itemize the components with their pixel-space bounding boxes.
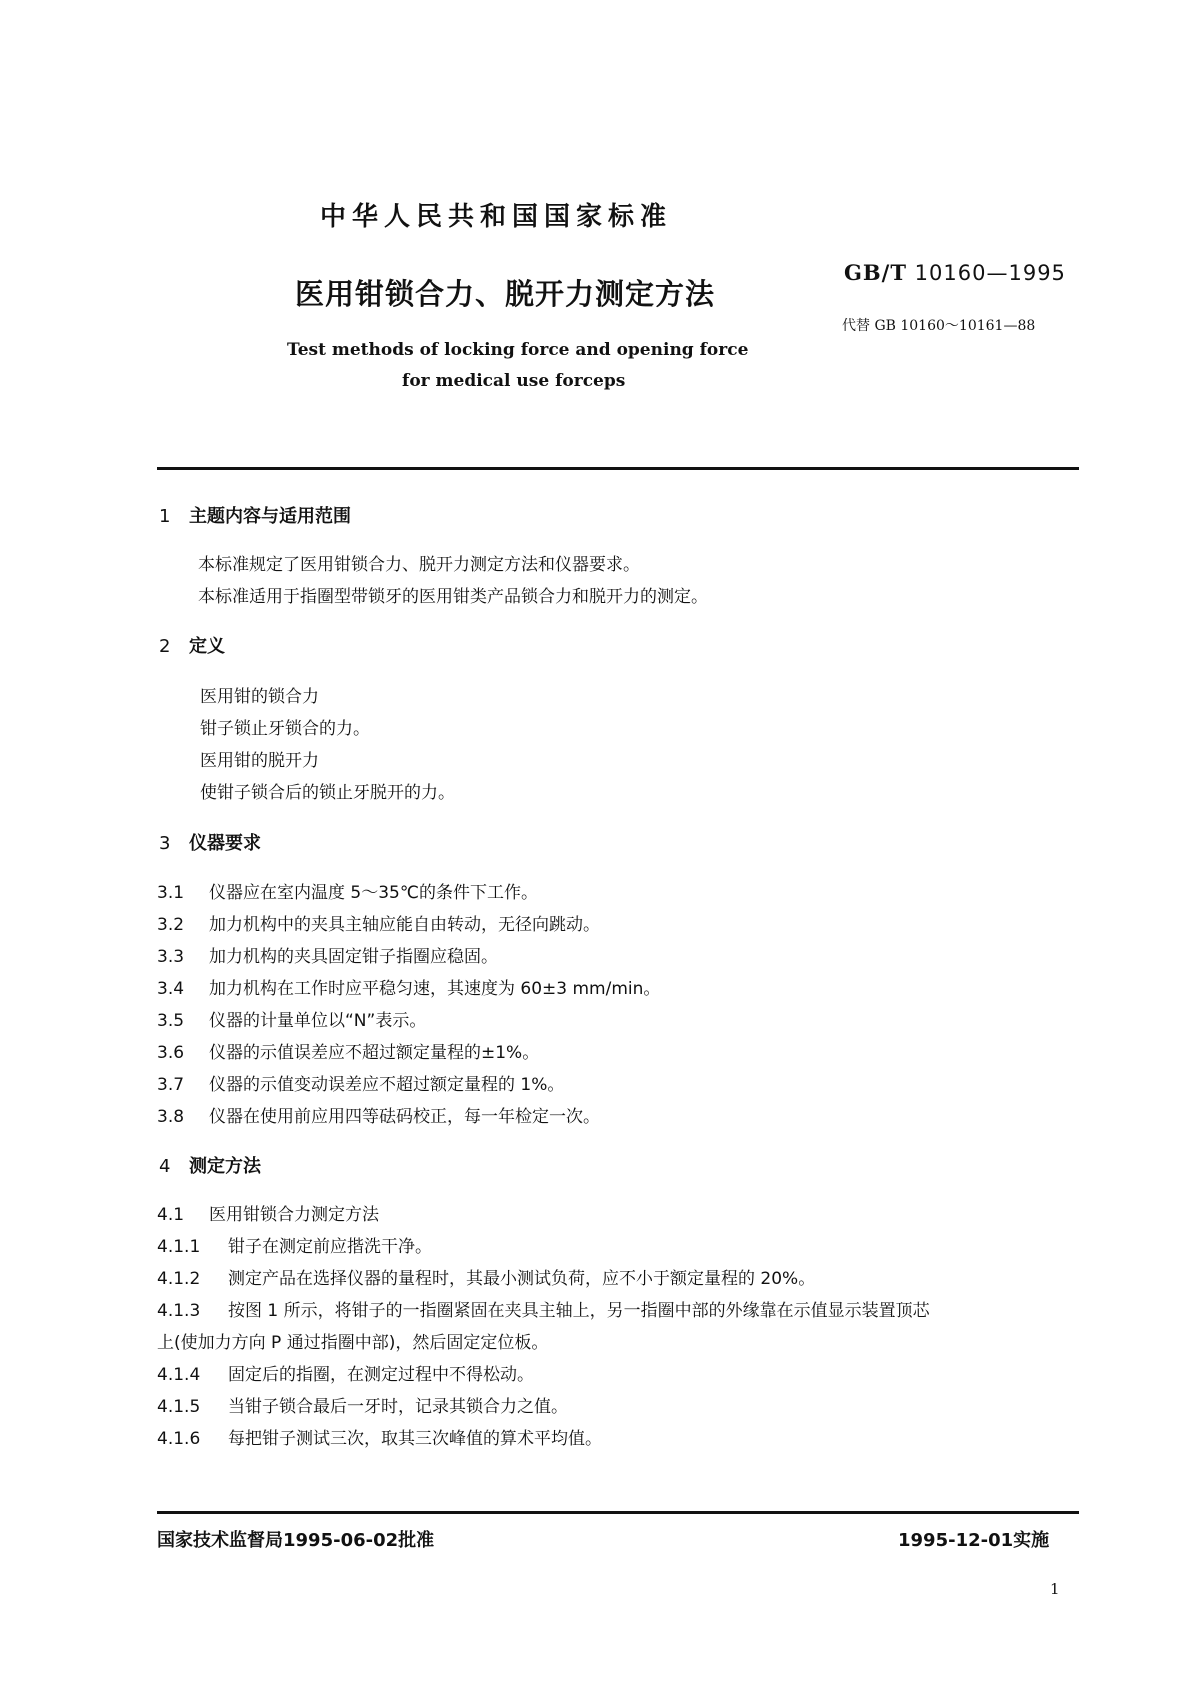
item-number: 3.2 bbox=[157, 915, 185, 935]
list-item bbox=[157, 1038, 539, 1063]
list-item bbox=[157, 974, 660, 999]
item-number: 3.7 bbox=[157, 1075, 185, 1095]
replaces-note: 代替 GB 10160～10161—88 bbox=[842, 318, 1036, 334]
item-number: 3.8 bbox=[157, 1107, 185, 1127]
standard-number-value: 10160—1995 bbox=[914, 261, 1066, 285]
item-text: 按图 1 所示，将钳子的一指圈紧固在夹具主轴上，另一指圈中部的外缘靠在示值显示装置顶芯 bbox=[228, 1301, 930, 1321]
item-continuation: 上(使加力方向 P 通过指圈中部)，然后固定定位板。 bbox=[157, 1333, 549, 1353]
list-item bbox=[157, 1070, 564, 1095]
definition-term: 医用钳的锁合力 bbox=[200, 687, 319, 707]
item-number: 4.1.5 bbox=[157, 1397, 201, 1417]
document-title-en-line1: Test methods of locking force and opening force bbox=[287, 340, 749, 360]
list-item bbox=[157, 1264, 815, 1289]
paragraph: 本标准适用于指圈型带锁牙的医用钳类产品锁合力和脱开力的测定。 bbox=[198, 587, 708, 607]
list-item bbox=[157, 1296, 930, 1321]
item-text: 测定产品在选择仪器的量程时，其最小测试负荷，应不小于额定量程的 20%。 bbox=[228, 1269, 816, 1289]
item-text: 每把钳子测试三次，取其三次峰值的算术平均值。 bbox=[228, 1429, 602, 1449]
item-number: 3.1 bbox=[157, 883, 185, 903]
item-text: 医用钳锁合力测定方法 bbox=[209, 1205, 379, 1225]
list-item bbox=[157, 1232, 432, 1257]
item-number: 4.1.2 bbox=[157, 1269, 201, 1289]
item-text: 仪器的示值误差应不超过额定量程的±1%。 bbox=[209, 1043, 540, 1063]
list-item bbox=[157, 1360, 534, 1385]
definition-text: 使钳子锁合后的锁止牙脱开的力。 bbox=[200, 783, 455, 803]
item-text: 加力机构中的夹具主轴应能自由转动，无径向跳动。 bbox=[209, 915, 600, 935]
section-number: 1 bbox=[159, 506, 171, 527]
section-title: 定义 bbox=[189, 636, 225, 657]
standard-number bbox=[844, 260, 1066, 285]
item-number: 3.4 bbox=[157, 979, 185, 999]
implementation-date: 1995-12-01实施 bbox=[898, 1530, 1050, 1551]
item-text: 钳子在测定前应揩洗干净。 bbox=[228, 1237, 432, 1257]
section-title: 主题内容与适用范围 bbox=[189, 506, 351, 527]
section-2-heading bbox=[159, 632, 225, 658]
item-number: 4.1.3 bbox=[157, 1301, 201, 1321]
item-number: 4.1.4 bbox=[157, 1365, 201, 1385]
page-number: 1 bbox=[1050, 1580, 1060, 1598]
item-text: 仪器应在室内温度 5～35℃的条件下工作。 bbox=[209, 883, 538, 903]
list-item bbox=[157, 878, 538, 903]
item-text: 加力机构在工作时应平稳匀速，其速度为 60±3 mm/min。 bbox=[209, 979, 661, 999]
approval-line: 国家技术监督局1995-06-02批准 bbox=[157, 1530, 435, 1551]
list-item bbox=[157, 1392, 568, 1417]
section-number: 4 bbox=[159, 1156, 171, 1177]
section-3-heading bbox=[159, 829, 261, 855]
section-4-heading bbox=[159, 1152, 261, 1178]
standard-number-prefix: GB/T bbox=[844, 260, 907, 285]
document-title-cn: 医用钳锁合力、脱开力测定方法 bbox=[295, 277, 716, 311]
section-number: 2 bbox=[159, 636, 171, 657]
item-number: 4.1.6 bbox=[157, 1429, 201, 1449]
item-text: 当钳子锁合最后一牙时，记录其锁合力之值。 bbox=[228, 1397, 568, 1417]
list-item bbox=[157, 1006, 426, 1031]
list-item bbox=[157, 942, 498, 967]
bottom-divider bbox=[157, 1511, 1079, 1514]
top-divider bbox=[157, 467, 1079, 470]
item-text: 仪器的计量单位以“N”表示。 bbox=[209, 1011, 427, 1031]
item-text: 仪器的示值变动误差应不超过额定量程的 1%。 bbox=[209, 1075, 565, 1095]
document-title-en-line2: for medical use forceps bbox=[402, 371, 626, 391]
paragraph: 本标准规定了医用钳锁合力、脱开力测定方法和仪器要求。 bbox=[198, 555, 640, 575]
section-title: 仪器要求 bbox=[189, 833, 261, 854]
list-item bbox=[157, 1102, 600, 1127]
section-number: 3 bbox=[159, 833, 171, 854]
item-number: 4.1 bbox=[157, 1205, 185, 1225]
definition-text: 钳子锁止牙锁合的力。 bbox=[200, 719, 370, 739]
item-text: 加力机构的夹具固定钳子指圈应稳固。 bbox=[209, 947, 498, 967]
national-standard-heading: 中华人民共和国国家标准 bbox=[320, 202, 673, 232]
section-1-heading bbox=[159, 502, 351, 528]
definition-term: 医用钳的脱开力 bbox=[200, 751, 319, 771]
item-text: 仪器在使用前应用四等砝码校正，每一年检定一次。 bbox=[209, 1107, 600, 1127]
list-item bbox=[157, 1424, 602, 1449]
item-number: 3.6 bbox=[157, 1043, 185, 1063]
item-text: 固定后的指圈，在测定过程中不得松动。 bbox=[228, 1365, 534, 1385]
item-number: 3.5 bbox=[157, 1011, 185, 1031]
item-number: 3.3 bbox=[157, 947, 185, 967]
list-item bbox=[157, 1200, 379, 1225]
list-item bbox=[157, 910, 600, 935]
section-title: 测定方法 bbox=[189, 1156, 261, 1177]
item-number: 4.1.1 bbox=[157, 1237, 201, 1257]
